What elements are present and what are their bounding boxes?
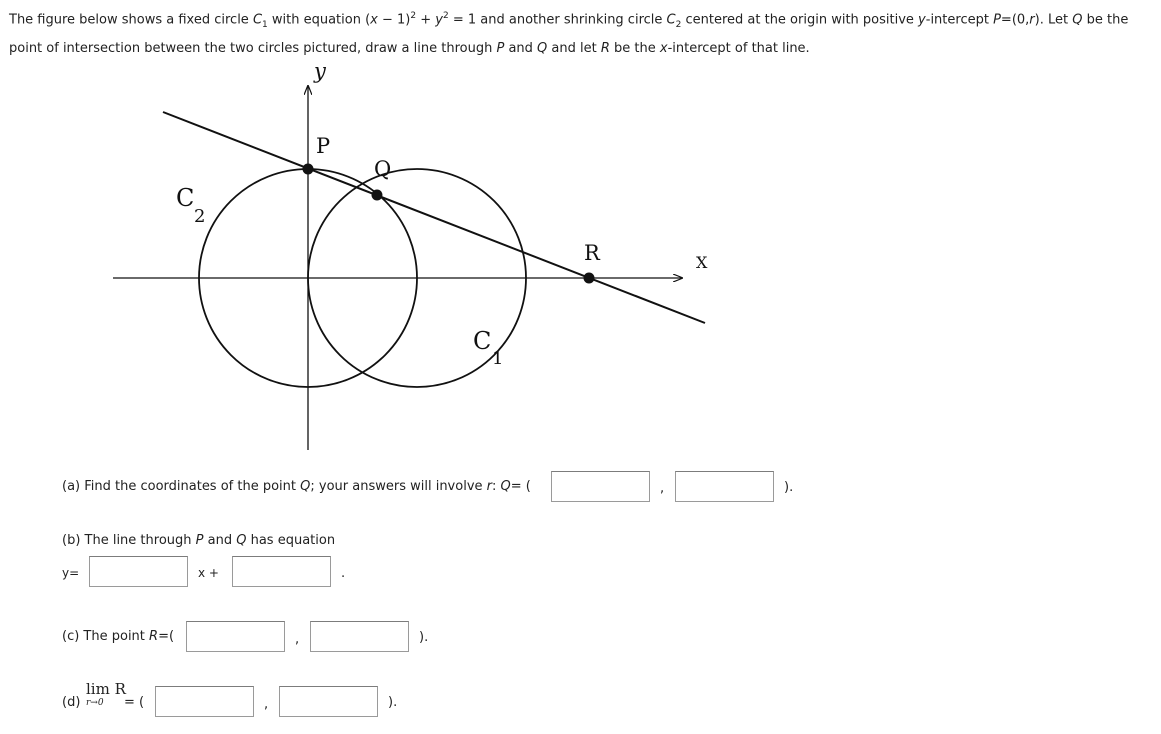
c2-label [176,184,205,227]
point-q [372,190,383,201]
point-r [584,273,595,284]
svg-text:C: C [176,184,195,212]
answer-r-x-input[interactable] [186,621,285,652]
part-d-close: ). [388,695,398,710]
svg-text:1: 1 [492,348,504,369]
part-b-period: . [341,566,346,581]
answer-lim-x-input[interactable] [155,686,254,717]
problem-line-1: The figure below shows a fixed circle $C_1$ with equation $(x - 1)^2 + y^2 = 1$ and another shrinking circle $C_2$ centered at the origin with positive y-intercept P=(0,r). Let Q be the [9,11,1129,30]
point-p-label: P [316,134,331,158]
answer-q-y-input[interactable] [675,471,774,502]
part-d-lim-sub: r→0 [86,698,104,708]
part-a-prompt: (a) Find the coordinates of the point Q; your answers will involve r: Q= ( [62,479,531,494]
point-p [303,164,314,175]
part-d-eq: = ( [124,695,145,710]
answer-r-y-input[interactable] [310,621,409,652]
part-c-prompt: (c) The point R=( [62,629,175,644]
answer-intercept-input[interactable] [232,556,331,587]
problem-line-2: point of intersection between the two circles pictured, draw a line through P and Q and let R be the x-intercept of that line. [9,40,810,56]
part-c-close: ). [419,630,429,645]
svg-text:2: 2 [194,206,206,227]
c1-label [473,327,503,369]
answer-lim-y-input[interactable] [279,686,378,717]
part-a-comma: , [660,481,665,496]
part-b-prompt: (b) The line through P and Q has equation [62,533,336,548]
part-b-y-label: y= [62,566,80,580]
x-axis-label: X [696,253,708,272]
part-c-comma: , [295,632,300,647]
answer-slope-input[interactable] [89,556,188,587]
y-axis-label: y [314,59,326,83]
point-r-label: R [584,241,600,265]
part-d-lim: lim R [86,680,126,698]
line-pqr [163,112,705,323]
part-a-close: ). [784,480,794,495]
svg-text:C: C [473,327,492,355]
point-q-label: Q [374,157,392,181]
part-d-label: (d) [62,695,81,710]
part-b-x-label: x + [198,566,219,580]
part-d-comma: , [264,697,269,712]
answer-q-x-input[interactable] [551,471,650,502]
